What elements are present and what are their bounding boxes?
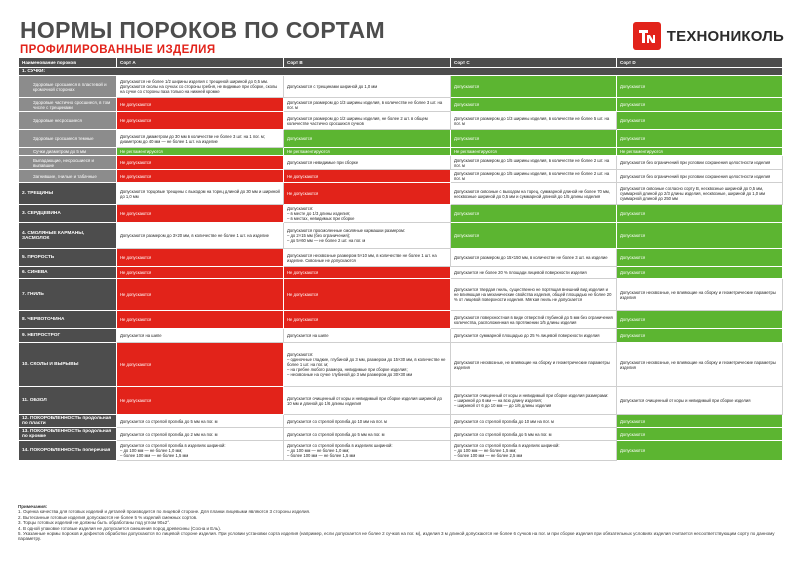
grade-cell: Не допускаются xyxy=(117,279,284,311)
grade-cell: Не допускаются xyxy=(117,112,284,130)
table-row xyxy=(19,112,783,130)
grade-cell: Допускаются xyxy=(617,428,783,441)
table-row xyxy=(19,279,783,311)
defect-label: 6. СИНЕВА xyxy=(19,267,117,279)
grade-cell: Допускаются xyxy=(617,130,783,148)
grade-cell: Не допускаются xyxy=(284,279,451,311)
note-item: 4. В одной упаковке готовые изделия не допускается смешения пород древесины (Сосна и Ель). xyxy=(18,525,221,531)
grade-cell: Не регламентируются xyxy=(617,148,783,156)
grade-cell: Допускаются несквозные размером 5×10 мм, в количестве не более 1 шт. на изделие. Сквозные не допускаются xyxy=(284,249,451,267)
grade-cell: Допускаются размером до 1/3 ширины изделия, в количестве не более 3 шт. на пог. м xyxy=(284,98,451,112)
defect-label: 9. НЕПРОСТРОГ xyxy=(19,329,117,343)
grade-cell: Допускаются несквозные, не влияющие на сборку и геометрические параметры изделия xyxy=(617,343,783,387)
notes xyxy=(18,504,782,542)
grade-cell: Допускаются xyxy=(451,205,617,223)
table-row xyxy=(19,170,783,183)
grade-cell: Допускаются невидимые при сборке xyxy=(284,156,451,170)
page-title: НОРМЫ ПОРОКОВ ПО СОРТАМ xyxy=(20,17,385,43)
col-header-grade-b: Сорт B xyxy=(284,58,451,68)
grade-cell: Допускается со стрелой прогиба до 5 мм на пог. м xyxy=(117,415,284,428)
grade-cell: Допускаются xyxy=(284,130,451,148)
brand-logo xyxy=(633,22,784,50)
defect-label: Здоровые сросшиеся в пластевой и кромочной сторонах xyxy=(19,76,117,98)
grade-cell: Не допускаются xyxy=(117,311,284,329)
grade-cell: Допускаются xyxy=(451,76,617,98)
grade-cell: Не допускаются xyxy=(117,98,284,112)
note-item: 2. Вытесанные готовые изделия допускаются не более 5 % изделий смежных сортов. xyxy=(18,514,198,520)
defect-label: Сучки диаметром до 5 мм xyxy=(19,148,117,156)
table-row xyxy=(19,387,783,415)
grade-cell: Не допускаются xyxy=(284,170,451,183)
grade-cell: Допускаются размером до 15×150 мм, в количестве не более 3 шт. на изделие xyxy=(451,249,617,267)
defect-label: Загнившие, гнилые и табачные xyxy=(19,170,117,183)
col-header-grade-d: Сорт D xyxy=(617,58,783,68)
col-header-defect: Наименование пороков xyxy=(19,58,117,68)
grade-cell: Не допускаются xyxy=(117,387,284,415)
grade-cell: Допускаются сквозные с выходом на торец, суммарной длиной не более 70 мм, несквозные шириной до 0,5 мм и суммарной длиной до 1/5 длины изделия xyxy=(451,183,617,205)
grade-cell: Допускаются xyxy=(617,76,783,98)
grade-cell: Допускается очищенный от коры и невидимый при сборке изделия xyxy=(617,387,783,415)
grade-cell: Допускаются диаметром до 30 мм в количестве не более 3 шт. на 1 пог. м; диаметром до 40 мм — не более 1 шт. на изделие xyxy=(117,130,284,148)
grade-cell: Допускаются xyxy=(617,267,783,279)
table-row xyxy=(19,267,783,279)
grade-cell: Допускается со стрелой прогиба в изделиях шириной: – до 100 мм — не более 1,5 мм; – более 100 мм — не более 2,5 мм xyxy=(451,441,617,461)
table-row xyxy=(19,343,783,387)
table-row xyxy=(19,415,783,428)
grade-cell: Допускается со стрелой прогиба в изделиях шириной: – до 100 мм — не более 1,0 мм; – более 100 мм — не более 1,5 мм xyxy=(117,441,284,461)
col-header-grade-a: Сорт A xyxy=(117,58,284,68)
defect-label: 5. ПРОРОСТЬ xyxy=(19,249,117,267)
grade-cell: Допускаются xyxy=(451,98,617,112)
page-header xyxy=(20,18,385,56)
grade-cell: Допускаются не более 1/2 ширины изделия с трещиной шириной до 0,5 мм. Допускаются сколы на сучках со стороны гребня, не видимые при сборке, сколы на сучке со стороны паза только на нижней кромке xyxy=(117,76,284,98)
grade-cell: Допускается очищенный от коры и невидимый при сборке изделия шириной до 10 мм и длиной до 1/6 длины изделия xyxy=(284,387,451,415)
grade-cell: Допускаются xyxy=(617,415,783,428)
table-row xyxy=(19,329,783,343)
grade-cell: Не допускаются xyxy=(284,311,451,329)
defect-label: 7. ГНИЛЬ xyxy=(19,279,117,311)
defect-label: 14. ПОКОРОБЛЕННОСТЬ поперечная xyxy=(19,441,117,461)
grade-cell: Не допускаются xyxy=(284,183,451,205)
defect-label: Здоровые частично сросшиеся, в том числе с трещинами xyxy=(19,98,117,112)
defect-label: Выпадающие, несросшиеся и выпавшие xyxy=(19,156,117,170)
grade-cell: Допускаются без ограничений при условии сохранения целостности изделия xyxy=(617,170,783,183)
grade-cell: Допускаются xyxy=(617,441,783,461)
grade-cell: Допускаются размером до 1/5 ширины изделия, в количестве не более 2 шт. на пог. м xyxy=(451,156,617,170)
grade-cell: Допускается твердая гниль, существенно не портящая внешний вид изделия и не влияющая на механические свойства изделия, общей площадью не более 20 % от лицевой поверхности изделия. Мягкая гниль не допускается xyxy=(451,279,617,311)
grade-cell: Допускается со стрелой прогиба до 5 мм на пог. м xyxy=(284,428,451,441)
grade-cell: Не допускаются xyxy=(284,267,451,279)
grade-cell: Не допускаются xyxy=(117,267,284,279)
grade-cell: Не допускаются xyxy=(117,170,284,183)
table-row xyxy=(19,156,783,170)
grade-cell: Допускаются: – в месте до 1/3 длины изделия; – в местах, невидимых при сборке xyxy=(284,205,451,223)
grade-cell: Допускается со стрелой прогиба до 10 мм на пог. м xyxy=(451,415,617,428)
defects-table xyxy=(18,57,783,461)
page-subtitle: ПРОФИЛИРОВАННЫЕ ИЗДЕЛИЯ xyxy=(20,44,216,56)
grade-cell: Допускаются xyxy=(451,130,617,148)
grade-cell: Допускаются поверхностная в виде отверстий глубиной до 5 мм без ограничения количества, расположенная на протяжении 1/5 длины изделия xyxy=(451,311,617,329)
table-row xyxy=(19,441,783,461)
grade-cell: Допускаются размером до 1/2 ширины изделия, не более 2 шт. в общем количестве частично сросшихся сучков xyxy=(284,112,451,130)
defect-label: Здоровые сросшиеся темные xyxy=(19,130,117,148)
table-row xyxy=(19,223,783,249)
grade-cell: Допускается на шипе xyxy=(284,329,451,343)
grade-cell: Допускаются xyxy=(617,329,783,343)
table-row xyxy=(19,205,783,223)
table-row xyxy=(19,130,783,148)
grade-cell: Допускаются размером до 1/5 ширины изделия, в количестве не более 2 шт. на пог. м xyxy=(451,170,617,183)
grade-cell: Допускается со стрелой прогиба до 10 мм на пог. м xyxy=(284,415,451,428)
grade-cell: Не допускаются xyxy=(117,205,284,223)
table-row xyxy=(19,311,783,329)
grade-cell: Не регламентируются xyxy=(117,148,284,156)
defect-label: 3. СЕРДЦЕВИНА xyxy=(19,205,117,223)
table-header-row xyxy=(19,58,783,68)
section-label: 1. СУЧКИ: xyxy=(19,68,783,76)
grade-cell: Не регламентируются xyxy=(284,148,451,156)
table-body xyxy=(19,68,783,461)
brand-name: ТЕХНОНИКОЛЬ xyxy=(666,27,784,45)
grade-cell: Допускается со стрелой прогиба до 2 мм на пог. м xyxy=(117,428,284,441)
table-row xyxy=(19,183,783,205)
defect-label: 11. ОБЗОЛ xyxy=(19,387,117,415)
grade-cell: Не допускаются xyxy=(117,156,284,170)
table-row xyxy=(19,249,783,267)
notes-title: Примечания: xyxy=(18,504,48,509)
grade-cell: Допускаются сквозные согласно сорту B, несквозные шириной до 0,5 мм, суммарной длиной до 2/3 длины изделия, несквозные, шириной до 1,0 мм суммарной длиной до 250 мм xyxy=(617,183,783,205)
grade-cell: Допускаются: – одиночные гладкие, глубиной до 3 мм, размером до 15×30 мм, в количестве не более 1 шт. на пог. м; – на гребне любого размера, невидимые при сборке изделия; – несквозные на сучке глубиной до 3 мм размером до 30×30 мм xyxy=(284,343,451,387)
grade-cell: Допускаются с трещинами шириной до 1,0 мм xyxy=(284,76,451,98)
grade-cell: Допускается очищенный от коры и невидимый при сборке изделия размерами: – шириной до 6 мм — на всю длину изделия; – шириной от 6 до 10 мм — до 1/6 длины изделия xyxy=(451,387,617,415)
grade-cell: Допускаются торцовые трещины с выходом на торец длиной до 30 мм и шириной до 1,0 мм xyxy=(117,183,284,205)
table-row xyxy=(19,98,783,112)
grade-cell: Допускаются xyxy=(617,112,783,130)
defect-label: 4. СМОЛЯНЫЕ КАРМАНЫ, ЗАСМОЛОК xyxy=(19,223,117,249)
grade-cell: Допускаются xyxy=(617,311,783,329)
grade-cell: Допускаются просмоленные смоляные кармашки размером: – до 2×15 мм (без ограничения); – до 5×60 мм — не более 2 шт. на пог. м xyxy=(284,223,451,249)
note-item: 5. Указанные нормы пороков и дефектов обработки допускаются по лицевой стороне изделия. При условии установки сорта изделия (например, если допускается не более 2 сучков на пог. м), изделия 3 м длиной допускаются не более 6 сучков на пог. м при сборке изделия при обязательных условиях изделия считается несоответствующим сорту по данному параметру. xyxy=(18,531,775,542)
table-row xyxy=(19,428,783,441)
col-header-grade-c: Сорт C xyxy=(451,58,617,68)
section-row xyxy=(19,68,783,76)
defect-label: Здоровые несросшиеся xyxy=(19,112,117,130)
table-row xyxy=(19,148,783,156)
grade-cell: Допускается со стрелой прогиба в изделиях шириной: – до 100 мм — не более 1,0 мм; – более 100 мм — не более 1,5 мм xyxy=(284,441,451,461)
grade-cell: Не допускаются xyxy=(117,249,284,267)
grade-cell: Допускаются несквозные, не влияющие на сборку и геометрические параметры изделия xyxy=(617,279,783,311)
defect-label: 8. ЧЕРВОТОЧИНА xyxy=(19,311,117,329)
grade-cell: Допускаются размером до 3×20 мм, в количестве не более 1 шт. на изделие xyxy=(117,223,284,249)
defect-label: 10. СКОЛЫ И ВЫРЫВЫ xyxy=(19,343,117,387)
grade-cell: Допускается суммарной площадью до 25 % лицевой поверхности изделия xyxy=(451,329,617,343)
grade-cell: Допускается на шипе xyxy=(117,329,284,343)
grade-cell: Допускается со стрелой прогиба до 5 мм на пог. м xyxy=(451,428,617,441)
grade-cell: Допускаются несквозные, не влияющие на сборку и геометрические параметры изделия xyxy=(451,343,617,387)
note-item: 1. Оценка качества для готовых изделий и деталей производится по лицевой стороне. Для планки лицевыми являются 3 стороны изделия. xyxy=(18,509,311,515)
grade-cell: Не допускаются xyxy=(117,343,284,387)
brand-mark-icon xyxy=(633,22,661,50)
grade-cell: Допускаются размером до 1/3 ширины изделия, в количестве не более 5 шт. на пог. м xyxy=(451,112,617,130)
grade-cell: Допускается не более 20 % площади лицевой поверхности изделия xyxy=(451,267,617,279)
grade-cell: Допускаются xyxy=(451,223,617,249)
grade-cell: Допускаются xyxy=(617,205,783,223)
grade-cell: Не регламентируются xyxy=(451,148,617,156)
defect-label: 12. ПОКОРОБЛЕННОСТЬ продольная по пласти xyxy=(19,415,117,428)
grade-cell: Допускаются без ограничений при условии сохранения целостности изделия xyxy=(617,156,783,170)
defect-label: 2. ТРЕЩИНЫ xyxy=(19,183,117,205)
defect-label: 13. ПОКОРОБЛЕННОСТЬ продольная по кромке xyxy=(19,428,117,441)
grade-cell: Допускаются xyxy=(617,98,783,112)
grade-cell: Допускаются xyxy=(617,249,783,267)
table-row xyxy=(19,76,783,98)
note-item: 3. Торцы готовых изделий не должны быть обработаны под углом 90±2°. xyxy=(18,520,171,526)
grade-cell: Допускаются xyxy=(617,223,783,249)
